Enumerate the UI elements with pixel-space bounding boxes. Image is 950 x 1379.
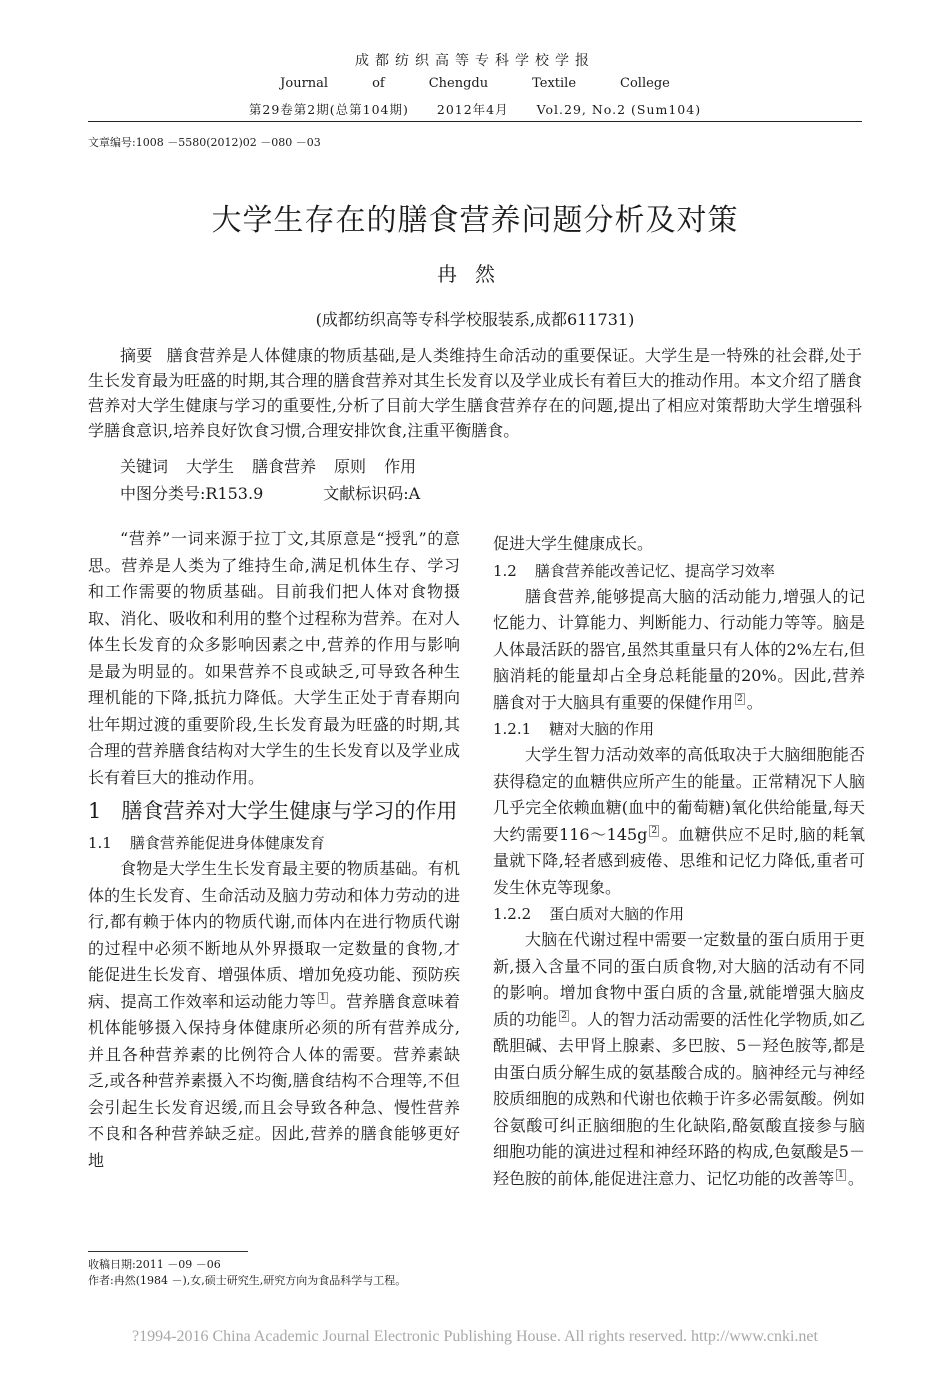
intro-paragraph: “营养”一词来源于拉丁文,其原意是“授乳”的意思。营养是人类为了维持生命,满足机体生存、学习和工作需要的物质基础。目前我们把人体对食物摄取、消化、吸收和利用的整个过程称为营养。在对人体生长发育的众多影响因素之中,营养的作用与影响是最为明显的。如果营养不良或缺乏,可导致各种生理机能的下降,抵抗力降低。大学生正处于青春期向壮年期过渡的重要阶段,生长发育最为旺盛的时期,其合理的营养膳食结构对大学生的生长发育以及学业成长有着巨大的推动作用。 [88,529,460,787]
received-date: 收稿日期:2011 －09 －06 [88,1258,221,1271]
section-number: 1.1 [88,834,112,852]
article-number: 文章编号:1008 －5580(2012)02 －080 －03 [88,136,321,149]
body-paragraph: 促进大学生健康成长。 [493,534,654,553]
citation-ref: 1 [838,1170,844,1181]
body-paragraph [493,584,865,717]
section-title: 糖对大脑的作用 [549,720,655,738]
section-title: 膳食营养能促进身体健康发育 [129,834,325,852]
affiliation: (成都纺织高等专科学校服装系,成都611731) [315,310,635,329]
section-title: 蛋白质对大脑的作用 [549,905,685,923]
classification [120,481,480,504]
paragraph-text: 。营养膳食意味着机体能够摄入保持身体健康所必须的所有营养成分,并且各种营养素的比例符合人体的需要。营养素缺乏,或各种营养素摄入不均衡,膳食结构不合理等,不但会引起生长发育迟缓,而且会导致各种急、慢性营养不良和各种营养缺乏症。因此,营养的膳食能够更好地 [88,991,460,1170]
journal-en-word: of [372,76,385,91]
document-code: 文献标识码:A [323,484,421,503]
clc-number: 中图分类号:R153.9 [120,484,264,503]
body-paragraph [493,927,865,1192]
section-1-2-1-heading [493,716,865,742]
section-number: 1.2.1 [493,720,532,738]
paragraph-text: 。 [746,692,763,712]
author-name: 冉然 [437,262,513,286]
paragraph-text: 大学生智力活动效率的高低取决于大脑细胞能否获得稳定的血糖供应所产生的能量。正常精况下人脑几乎完全依赖血糖(血中的葡萄糖)氧化供给能量,每天大约需要116～145g [493,745,865,844]
journal-en-word: Journal [280,76,329,91]
section-number: 1.2.2 [493,905,532,923]
journal-en-word: Chengdu [428,76,489,91]
journal-name-cn: 成都纺织高等专科学校学报 [355,53,595,69]
right-column [493,531,865,1192]
paragraph-text: 膳食营养,能够提高大脑的活动能力,增强人的记忆能力、计算能力、判断能力、行动能力等等。脑是人体最活跃的器官,虽然其重量只有人体的2%左右,但脑消耗的能量却占全身总耗能量的20%。因此,营养膳食对于大脑具有重要的保健作用 [493,586,865,712]
section-title: 膳食营养对大学生健康与学习的作用 [121,799,458,823]
body-paragraph [493,742,865,901]
issue-line [0,100,950,118]
copyright-watermark: ?1994-2016 China Academic Journal Electronic Publishing House. All rights reserved. http://www.cnki.net [132,1328,818,1345]
section-1-2-2-heading [493,901,865,927]
section-1-2-heading [493,558,865,584]
abstract-text: 膳食营养是人体健康的物质基础,是人类维持生命活动的重要保证。大学生是一特殊的社会群,处于生长发育最为旺盛的时期,其合理的膳食营养对其生长发育以及学业成长有着巨大的推动作用。本文介绍了膳食营养对大学生健康与学习的重要性,分析了目前大学生膳食营养存在的问题,提出了相应对策帮助大学生增强科学膳食意识,培养良好饮食习惯,合理安排饮食,注重平衡膳食。 [88,346,862,440]
journal-en-word: Textile [532,76,577,91]
abstract [88,343,862,443]
section-number: 1 [88,799,102,823]
issue-en: Vol.29, No.2 (Sum104) [536,102,702,117]
keyword: 原则 [334,457,367,476]
author-note: 作者:冉然(1984 －),女,硕士研究生,研究方向为食品科学与工程。 [88,1274,407,1287]
citation-ref: 2 [561,1011,567,1022]
journal-en-word: College [620,76,670,91]
issue-cn: 第29卷第2期(总第104期) [248,102,409,117]
left-column [88,526,460,1174]
header-rule [88,121,862,122]
keyword: 大学生 [186,457,235,476]
paragraph-text: 。人的智力活动需要的活性化学物质,如乙酰胆碱、去甲肾上腺素、多巴胺、5－羟色胺等,都是由蛋白质分解生成的氨基酸合成的。脑神经元与神经胶质细胞的成熟和代谢也依赖于许多必需氨酸。例如谷氨酸可纠正脑细胞的生化缺陷,酪氨酸直接参与脑细胞功能的演进过程和神经环路的构成,色氨酸是5－羟色胺的前体,能促进注意力、记忆功能的改善等 [493,1009,865,1188]
section-1-heading [88,795,460,828]
footnote-rule [88,1251,248,1252]
paragraph-text: 。 [847,1168,864,1188]
paragraph-text: 大脑在代谢过程中需要一定数量的蛋白质用于更新,摄入含量不同的蛋白质食物,对大脑的活动有不同的影响。增加食物中蛋白质的含量,就能增强大脑皮质的功能 [493,930,865,1029]
section-number: 1.2 [493,561,517,580]
keywords [120,454,434,477]
citation-ref: 1 [319,993,326,1004]
paper-title: 大学生存在的膳食营养问题分析及对策 [211,203,739,238]
abstract-label: 摘要 [120,346,153,365]
paragraph-text: 。血糖供应不足时,脑的耗氧量就下降,轻者感到疲倦、思维和记忆力降低,重者可发生休克等现象。 [493,824,865,897]
keyword: 膳食营养 [252,457,317,476]
section-title: 膳食营养能改善记忆、提高学习效率 [534,561,775,580]
paragraph-text: 食物是大学生生长发育最主要的物质基础。有机体的生长发育、生命活动及脑力劳动和体力劳动的进行,都有赖于体内的物质代谢,而体内在进行物质代谢的过程中必须不断地从外界摄取一定数量的食物,才能促进生长发育、增强体质、增加免疫功能、预防疾病、提高工作效率和运动能力等 [88,859,460,1011]
journal-name-en [0,76,950,91]
citation-ref: 2 [651,826,658,837]
keyword: 作用 [384,457,417,476]
issue-date: 2012年4月 [436,102,509,117]
keywords-label: 关键词 [120,457,169,476]
citation-ref: 2 [737,694,743,705]
body-paragraph [88,856,460,1174]
section-1-1-heading [88,830,460,856]
